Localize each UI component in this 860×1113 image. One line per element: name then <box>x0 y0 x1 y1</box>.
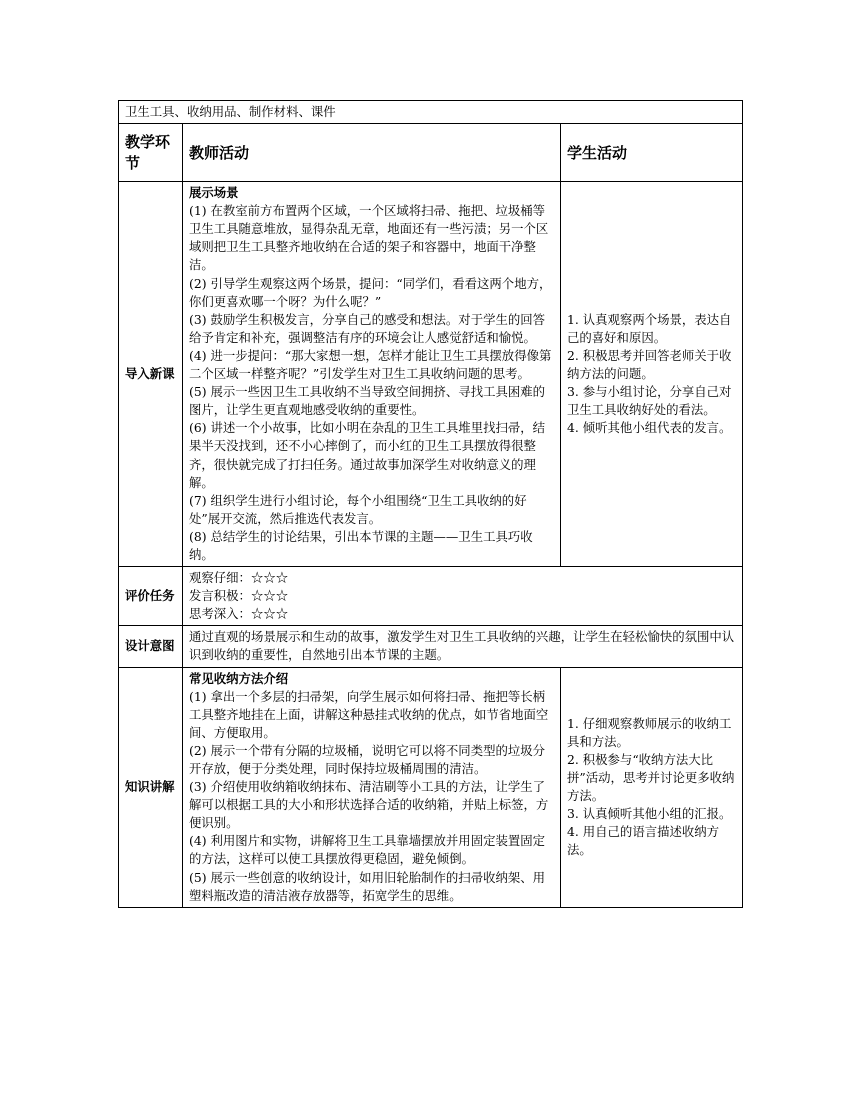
intro-teacher-item: (5) 展示一些因卫生工具收纳不当导致空间拥挤、寻找工具困难的图片，让学生更直观地感受收纳的重要性。 <box>189 384 546 418</box>
design-text: 通过直观的场景展示和生动的故事，激发学生对卫生工具收纳的兴趣，让学生在轻松愉快的氛围中认识到收纳的重要性，自然地引出本节课的主题。 <box>183 626 743 667</box>
evaluation-item: 思考深入：☆☆☆ <box>189 606 289 622</box>
design-label: 设计意图 <box>119 626 183 667</box>
intro-student-item: 3. 参与小组讨论，分享自己对卫生工具收纳好处的看法。 <box>567 384 732 418</box>
knowledge-student-item: 2. 积极参与“收纳方法大比拼”活动，思考并讨论更多收纳方法。 <box>567 751 735 804</box>
intro-teacher-item: (2) 引导学生观察这两个场景，提问：“同学们，看看这两个地方，你们更喜欢哪一个呀？为什么呢？” <box>189 275 552 309</box>
header-stage: 教学环节 <box>119 124 183 182</box>
knowledge-teacher-item: (5) 展示一些创意的收纳设计，如用旧轮胎制作的扫帚收纳架、用塑料瓶改造的清洁液存放器等，拓宽学生的思维。 <box>189 869 546 903</box>
intro-teacher-item: (4) 进一步提问：“那大家想一想，怎样才能让卫生工具摆放得像第二个区域一样整齐呢？”引发学生对卫生工具收纳问题的思考。 <box>189 347 552 382</box>
intro-teacher-item: (8) 总结学生的讨论结果，引出本节课的主题——卫生工具巧收纳。 <box>189 528 533 562</box>
intro-section-title: 展示场景 <box>189 185 239 201</box>
knowledge-student-cell <box>561 667 743 907</box>
knowledge-teacher-item: (4) 利用图片和实物，讲解将卫生工具靠墙摆放并用固定装置固定的方法，这样可以使工具摆放得更稳固，避免倾倒。 <box>189 833 546 867</box>
intro-student-item: 2. 积极思考并回答老师关于收纳方法的问题。 <box>567 347 732 382</box>
evaluation-item: 发言积极：☆☆☆ <box>189 588 289 604</box>
intro-teacher-item: (6) 讲述一个小故事，比如小明在杂乱的卫生工具堆里找扫帚，结果半天没找到，还不小心摔倒了，而小红的卫生工具摆放得很整齐，很快就完成了打扫任务。通过故事加深学生对收纳意义的理解。 <box>189 420 546 490</box>
knowledge-section-title: 常见收纳方法介绍 <box>189 670 289 686</box>
intro-teacher-item: (3) 鼓励学生积极发言，分享自己的感受和想法。对于学生的回答给予肯定和补充，强调整洁有序的环境会让人感觉舒适和愉悦。 <box>189 311 546 345</box>
knowledge-teacher-item: (3) 介绍使用收纳箱收纳抹布、清洁刷等小工具的方法，让学生了解可以根据工具的大小和形状选择合适的收纳箱，并贴上标签，方便识别。 <box>189 779 549 831</box>
knowledge-teacher-item: (1) 拿出一个多层的扫帚架，向学生展示如何将扫帚、拖把等长柄工具整齐地挂在上面，讲解这种悬挂式收纳的优点，如节省地面空间、方便取用。 <box>189 688 549 740</box>
intro-student-item: 1. 认真观察两个场景，表达自己的喜好和原因。 <box>567 311 732 345</box>
intro-teacher-item: (1) 在教室前方布置两个区域，一个区域将扫帚、拖把、垃圾桶等卫生工具随意堆放，显得杂乱无章，地面还有一些污渍；另一个区域则把卫生工具整齐地收纳在合适的架子和容器中，地面干净整洁。 <box>189 203 549 273</box>
intro-student-item: 4. 倾听其他小组代表的发言。 <box>567 420 732 436</box>
knowledge-student-item: 4. 用自己的语言描述收纳方法。 <box>567 824 720 858</box>
intro-student-cell <box>561 182 743 567</box>
lesson-plan-table <box>118 100 743 908</box>
knowledge-student-item: 1. 仔细观察教师展示的收纳工具和方法。 <box>567 715 732 749</box>
materials-row: 卫生工具、收纳用品、制作材料、课件 <box>119 101 743 124</box>
evaluation-cell <box>183 567 743 626</box>
knowledge-teacher-cell <box>183 667 561 907</box>
knowledge-label: 知识讲解 <box>119 667 183 907</box>
intro-teacher-item: (7) 组织学生进行小组讨论，每个小组围绕“卫生工具收纳的好处”展开交流，然后推选代表发言。 <box>189 492 527 526</box>
header-student-activity: 学生活动 <box>561 124 743 182</box>
knowledge-teacher-item: (2) 展示一个带有分隔的垃圾桶，说明它可以将不同类型的垃圾分开存放，便于分类处理，同时保持垃圾桶周围的清洁。 <box>189 742 546 776</box>
evaluation-item: 观察仔细：☆☆☆ <box>189 570 289 586</box>
knowledge-student-item: 3. 认真倾听其他小组的汇报。 <box>567 806 732 822</box>
intro-label: 导入新课 <box>119 182 183 567</box>
intro-teacher-cell <box>183 182 561 567</box>
header-teacher-activity: 教师活动 <box>183 124 561 182</box>
evaluation-label: 评价任务 <box>119 567 183 626</box>
